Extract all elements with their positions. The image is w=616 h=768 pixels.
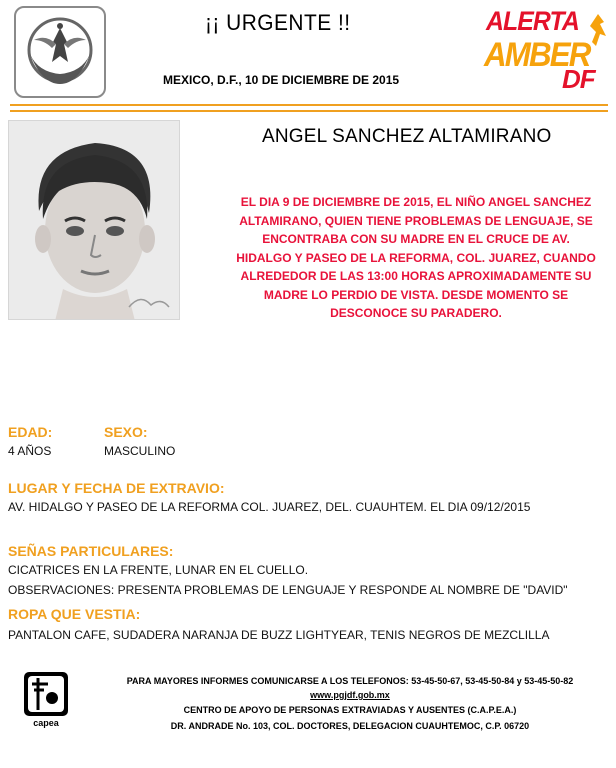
description-line: ENCONTRABA CON SU MADRE EN EL CRUCE DE AV. <box>262 232 570 246</box>
description-line: ALTAMIRANO, QUIEN TIENE PROBLEMAS DE LENGUAJE, SE <box>239 213 593 228</box>
capea-logo-text: capea <box>33 718 59 728</box>
missing-person-name: ANGEL SANCHEZ ALTAMIRANO <box>262 126 552 147</box>
incident-description <box>226 193 606 323</box>
missing-child-sketch <box>8 120 180 320</box>
runner-silhouette-icon <box>588 12 608 58</box>
footer-address: DR. ANDRADE No. 103, COL. DOCTORES, DELEGACION CUAUHTEMOC, C.P. 06720 <box>170 721 530 731</box>
capea-logo <box>22 670 70 732</box>
amber-logo-line2: AMBER <box>484 36 590 74</box>
age-label: EDAD: <box>8 424 53 440</box>
observations-value: OBSERVACIONES: PRESENTA PROBLEMAS DE LENGUAJE Y RESPONDE AL NOMBRE DE "DAVID" <box>8 583 568 597</box>
place-date-missing-label: LUGAR Y FECHA DE EXTRAVIO: <box>8 480 225 496</box>
description-line: EL DIA 9 DE DICIEMBRE DE 2015, EL NIÑO ANGEL SANCHEZ <box>240 195 592 209</box>
amber-logo-line1: ALERTA <box>486 6 579 36</box>
place-date-missing-value: AV. HIDALGO Y PASEO DE LA REFORMA COL. JUAREZ, DEL. CUAUHTEM. EL DIA 09/12/2015 <box>8 500 531 514</box>
sex-label: SEXO: <box>104 424 148 440</box>
footer-center-name: CENTRO DE APOYO DE PERSONAS EXTRAVIADAS Y AUSENTES (C.A.P.E.A.) <box>183 705 517 715</box>
age-value: 4 AÑOS <box>8 444 52 458</box>
description-line: DESCONOCE SU PARADERO. <box>330 306 502 320</box>
child-portrait-icon <box>9 121 180 320</box>
place-date: MEXICO, D.F., 10 DE DICIEMBRE DE 2015 <box>163 73 400 87</box>
amber-logo-line3: DF <box>562 64 595 94</box>
sex-value: MASCULINO <box>104 444 176 458</box>
clothing-label: ROPA QUE VESTIA: <box>8 606 141 622</box>
header-divider-top <box>10 104 608 106</box>
urgent-heading: ¡¡ URGENTE !! <box>205 10 351 35</box>
footer-phones: PARA MAYORES INFORMES COMUNICARSE A LOS TELEFONOS: 53-45-50-67, 53-45-50-84 y 53-45-50-82 <box>126 676 574 686</box>
distinguishing-features-value: CICATRICES EN LA FRENTE, LUNAR EN EL CUELLO. <box>8 563 309 577</box>
footer-website-link[interactable]: www.pgjdf.gob.mx <box>310 690 390 700</box>
description-line: HIDALGO Y PASEO DE LA REFORMA, COL. JUAREZ, CUANDO <box>236 250 596 265</box>
alerta-amber-df-logo <box>482 6 610 92</box>
distinguishing-features-label: SEÑAS PARTICULARES: <box>8 543 174 559</box>
description-line: MADRE LO PERDIO DE VISTA. DESDE MOMENTO SE <box>263 287 569 302</box>
clothing-value: PANTALON CAFE, SUDADERA NARANJA DE BUZZ LIGHTYEAR, TENIS NEGROS DE MEZCLILLA <box>8 628 550 642</box>
angel-emblem-icon <box>22 14 98 90</box>
description-line: ALREDEDOR DE LAS 13:00 HORAS APROXIMADAMENTE SU <box>240 269 592 283</box>
pgjdf-emblem-logo <box>14 6 106 98</box>
header-divider-bottom <box>10 110 608 112</box>
